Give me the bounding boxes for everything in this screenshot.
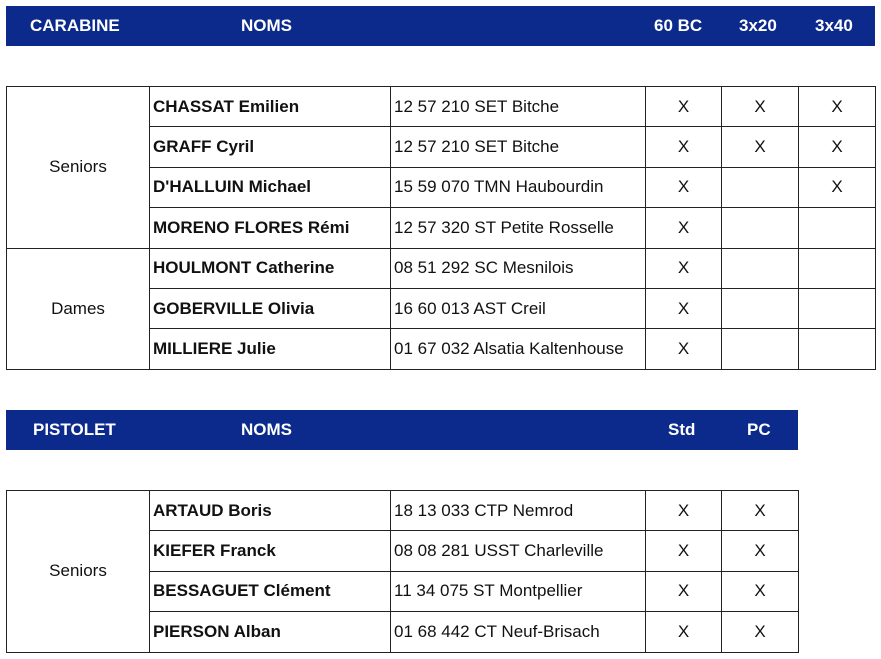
table-row xyxy=(7,491,799,531)
mark-pc: X xyxy=(722,531,799,571)
mark-3x20 xyxy=(722,288,799,328)
club-id: 12 57 210 SET Bitche xyxy=(391,127,646,167)
mark-3x40 xyxy=(799,329,876,369)
carabine-col-60bc-header: 60 BC xyxy=(654,16,703,35)
shooter-name: MORENO FLORES Rémi xyxy=(150,208,391,248)
mark-3x20 xyxy=(722,167,799,207)
mark-3x20: X xyxy=(722,127,799,167)
shooter-name: HOULMONT Catherine xyxy=(150,248,391,288)
mark-pc: X xyxy=(722,491,799,531)
mark-3x40 xyxy=(799,208,876,248)
shooter-name: BESSAGUET Clément xyxy=(150,571,391,611)
club-id: 12 57 320 ST Petite Rosselle xyxy=(391,208,646,248)
club-id: 01 68 442 CT Neuf-Brisach xyxy=(391,612,646,652)
carabine-col-3x20-header: 3x20 xyxy=(739,16,777,35)
mark-std: X xyxy=(646,571,722,611)
club-id: 08 51 292 SC Mesnilois xyxy=(391,248,646,288)
mark-3x20 xyxy=(722,208,799,248)
pistolet-header-bar xyxy=(6,410,798,450)
mark-3x20 xyxy=(722,329,799,369)
pistolet-noms-header: NOMS xyxy=(241,420,292,439)
mark-std: X xyxy=(646,531,722,571)
category-cell: Seniors xyxy=(7,87,150,249)
shooter-name: CHASSAT Emilien xyxy=(150,87,391,127)
mark-3x40 xyxy=(799,288,876,328)
shooter-name: ARTAUD Boris xyxy=(150,491,391,531)
table-row xyxy=(7,87,876,127)
pistolet-col-std-header: Std xyxy=(668,420,696,439)
shooter-name: GOBERVILLE Olivia xyxy=(150,288,391,328)
mark-3x40: X xyxy=(799,167,876,207)
mark-3x40: X xyxy=(799,127,876,167)
category-cell: Dames xyxy=(7,248,150,369)
club-id: 18 13 033 CTP Nemrod xyxy=(391,491,646,531)
club-id: 01 67 032 Alsatia Kaltenhouse xyxy=(391,329,646,369)
carabine-col-3x40-header: 3x40 xyxy=(815,16,853,35)
table-row xyxy=(7,248,876,288)
mark-60bc: X xyxy=(646,288,722,328)
pistolet-section-title: PISTOLET xyxy=(33,420,116,439)
mark-60bc: X xyxy=(646,87,722,127)
pistolet-table xyxy=(6,490,799,653)
mark-3x40: X xyxy=(799,87,876,127)
carabine-table xyxy=(6,86,876,370)
mark-std: X xyxy=(646,612,722,652)
carabine-header-bar xyxy=(6,6,875,46)
club-id: 15 59 070 TMN Haubourdin xyxy=(391,167,646,207)
mark-3x20 xyxy=(722,248,799,288)
mark-pc: X xyxy=(722,612,799,652)
club-id: 08 08 281 USST Charleville xyxy=(391,531,646,571)
mark-3x20: X xyxy=(722,87,799,127)
mark-60bc: X xyxy=(646,208,722,248)
mark-60bc: X xyxy=(646,248,722,288)
club-id: 16 60 013 AST Creil xyxy=(391,288,646,328)
shooter-name: KIEFER Franck xyxy=(150,531,391,571)
mark-pc: X xyxy=(722,571,799,611)
category-cell: Seniors xyxy=(7,491,150,653)
carabine-noms-header: NOMS xyxy=(241,16,292,35)
mark-60bc: X xyxy=(646,329,722,369)
shooter-name: GRAFF Cyril xyxy=(150,127,391,167)
club-id: 11 34 075 ST Montpellier xyxy=(391,571,646,611)
club-id: 12 57 210 SET Bitche xyxy=(391,87,646,127)
mark-std: X xyxy=(646,491,722,531)
shooter-name: MILLIERE Julie xyxy=(150,329,391,369)
shooter-name: D'HALLUIN Michael xyxy=(150,167,391,207)
carabine-section-title: CARABINE xyxy=(30,16,120,35)
pistolet-col-pc-header: PC xyxy=(747,420,771,439)
mark-60bc: X xyxy=(646,127,722,167)
mark-3x40 xyxy=(799,248,876,288)
shooter-name: PIERSON Alban xyxy=(150,612,391,652)
mark-60bc: X xyxy=(646,167,722,207)
